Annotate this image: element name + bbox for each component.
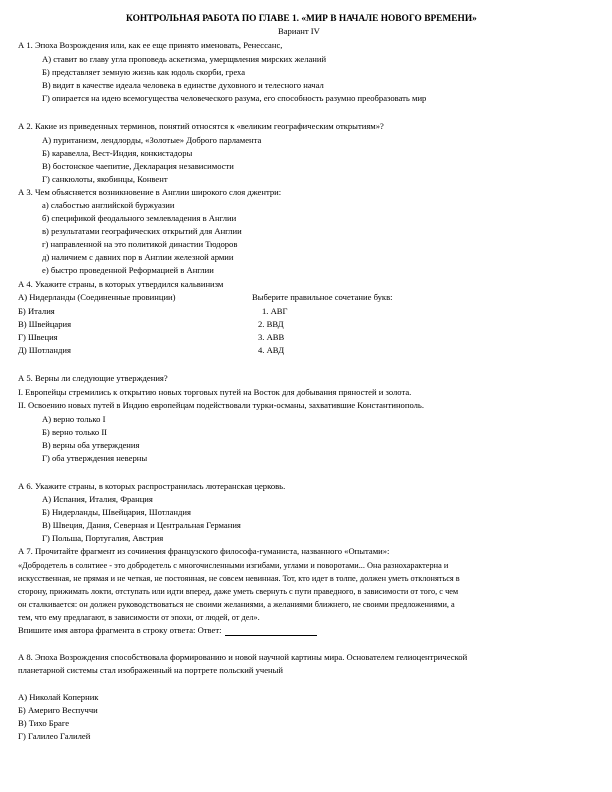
q2-option-a: А) пуританизм, лендлорды, «Золотые» Доброго парламента: [42, 135, 262, 145]
question-a5-stem: А 5. Верны ли следующие утверждения?: [18, 373, 168, 383]
q3-option-v: в) результатами географических открытий для Англии: [42, 226, 242, 236]
question-a1-stem: А 1. Эпоха Возрождения или, как ее еще принято именовать, Ренессанс,: [18, 40, 283, 50]
q5-statement-1: I. Европейцы стремились к открытию новых торговых путей на Восток для добывания пряностей и золота.: [18, 387, 412, 397]
q2-option-v: В) бостонское чаепитие, Декларация независимости: [42, 161, 234, 171]
q3-option-g: г) направленной на это политикой династии Тюдоров: [42, 239, 238, 249]
q3-option-a: а) слабостью английской буржуазии: [42, 200, 175, 210]
q3-option-e: е) быстро проведенной Реформацией в Англии: [42, 265, 214, 275]
page-title: КОНТРОЛЬНАЯ РАБОТА ПО ГЛАВЕ 1. «МИР В НАЧАЛЕ НОВОГО ВРЕМЕНИ»: [126, 14, 477, 24]
question-a2-stem: А 2. Какие из приведенных терминов, понятий относятся к «великим географическим открытиям»?: [18, 121, 384, 131]
q8-option-v: В) Тихо Браге: [18, 718, 70, 728]
q3-option-b: б) спецификой феодального землевладения в Англии: [42, 213, 237, 223]
q5-option-a: А) верно только I: [42, 414, 106, 424]
q7-answer-prompt: Впишите имя автора фрагмента в строку ответа: Ответ:: [18, 625, 222, 635]
q6-option-v: В) Швеция, Дания, Северная и Центральная Германия: [42, 520, 241, 530]
q8-option-g: Г) Галилео Галилей: [18, 731, 91, 741]
q7-quote-line-5: тем, что ему предлагают, в зависимости от эпохи, от людей, от дел».: [18, 613, 260, 622]
q4-option-b: Б) Италия: [18, 306, 55, 316]
q4-option-d: Д) Шотландия: [18, 345, 71, 355]
q5-option-b: Б) верно только II: [42, 427, 108, 437]
q4-combo-1: 1. АВГ: [262, 306, 288, 316]
q4-instruction: Выберите правильное сочетание букв:: [252, 292, 393, 302]
q6-option-g: Г) Польша, Португалия, Австрия: [42, 533, 164, 543]
q8-option-b: Б) Америго Веспуччи: [18, 705, 98, 715]
q1-option-g: Г) опирается на идею всемогущества человеческого разума, его способность разумно преобразовать мир: [42, 93, 427, 103]
q6-option-a: А) Испания, Италия, Франция: [42, 494, 153, 504]
question-a6-stem: А 6. Укажите страны, в которых распространилась лютеранская церковь.: [18, 481, 286, 491]
q5-option-v: В) верны оба утверждения: [42, 440, 140, 450]
question-a7-stem: А 7. Прочитайте фрагмент из сочинения французского философа-гуманиста, названного «Опытами»:: [18, 546, 390, 556]
q3-option-d: д) наличием с давних пор в Англии железной армии: [42, 252, 234, 262]
question-a8-stem-line-2: планетарной системы стал изображенный на портрете польский ученый: [18, 665, 284, 675]
q4-option-g: Г) Швеция: [18, 332, 58, 342]
q2-option-b: Б) каравелла, Вест-Индия, конкистадоры: [42, 148, 193, 158]
q7-answer-row: [18, 625, 317, 636]
q5-statement-2: II. Освоению новых путей в Индию европейцам подействовали турки-османы, захватившие Константинополь.: [18, 400, 424, 410]
q7-answer-field[interactable]: [225, 626, 317, 636]
q8-option-a: А) Николай Коперник: [18, 692, 99, 702]
q4-combo-4: 4. АВД: [258, 345, 285, 355]
q5-option-g: Г) оба утверждения неверны: [42, 453, 148, 463]
q1-option-v: В) видит в качестве идеала человека в единстве духовного и телесного начал: [42, 80, 324, 90]
question-a4-stem: А 4. Укажите страны, в которых утвердился кальвинизм: [18, 279, 224, 289]
q1-option-a: А) ставит во главу угла проповедь аскетизма, умерщвления мирских желаний: [42, 54, 327, 64]
q4-option-a: А) Нидерланды (Соединенные провинции): [18, 292, 176, 302]
q4-combo-3: 3. АВВ: [258, 332, 285, 342]
q7-quote-line-2: искусственная, не прямая и не четкая, не постоянная, не совсем невинная. Тот, кто идет в толпе, должен уметь отклоняться в: [18, 574, 460, 583]
question-a8-stem-line-1: А 8. Эпоха Возрождения способствовала формированию и новой научной картины мира. Основателем гелиоцентрической: [18, 652, 468, 662]
q4-option-v: В) Швейцария: [18, 319, 72, 329]
q1-option-b: Б) представляет земную жизнь как юдоль скорби, греха: [42, 67, 246, 77]
q4-combo-2: 2. ВВД: [258, 319, 284, 329]
q2-option-g: Г) санкюлоты, якобинцы, Конвент: [42, 174, 168, 184]
question-a3-stem: А 3. Чем объясняется возникновение в Англии широкого слоя джентри:: [18, 187, 282, 197]
q7-quote-line-1: «Добродетель в солнтиее - это добродетель с многочисленными изгибами, углами и поворотами... Она разнохарактерна и: [18, 561, 449, 570]
q7-quote-line-3: сторону, прижимать локти, отступать или идти вперед, даже уметь свернуть с пути праведного, в зависимости от того, с чем: [18, 587, 459, 596]
q7-quote-line-4: он сталкивается: он должен руководствоваться не своими желаниями, а желаниями ближнего, не своими предложениями, а: [18, 600, 455, 609]
q6-option-b: Б) Нидерланды, Швейцария, Шотландия: [42, 507, 191, 517]
variant-label: Вариант IV: [278, 26, 320, 36]
